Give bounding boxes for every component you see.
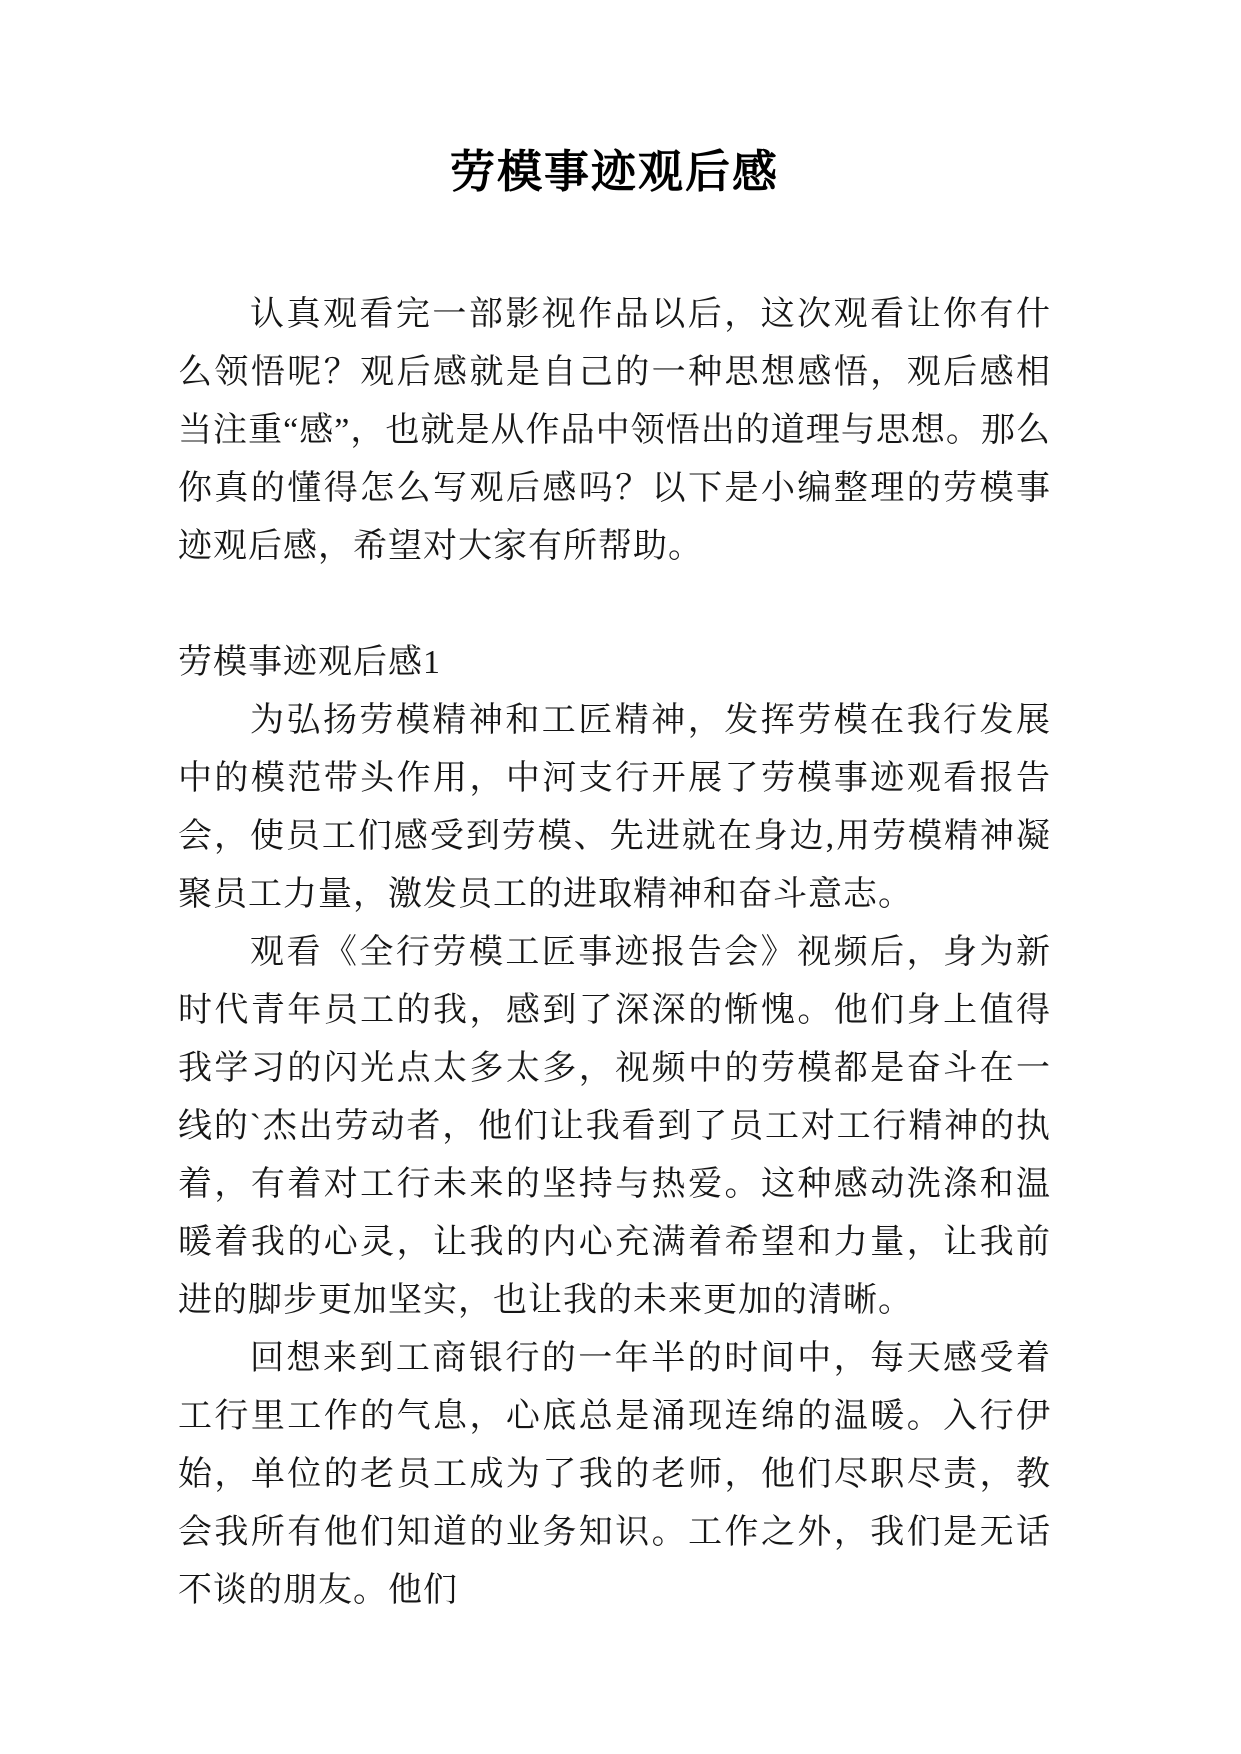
body-paragraph-1: 为弘扬劳模精神和工匠精神，发挥劳模在我行发展中的模范带头作用，中河支行开展了劳模事迹观看报告会，使员工们感受到劳模、先进就在身边,用劳模精神凝聚员工力量，激发员工的进取精神和奋斗意志。 (178, 702, 1051, 913)
body-paragraph-3: 回想来到工商银行的一年半的时间中，每天感受着工行里工作的气息，心底总是涌现连绵的温暖。入行伊始，单位的老员工成为了我的老师，他们尽职尽责，教会我所有他们知道的业务知识。工作之外，我们是无话不谈的朋友。他们 (178, 1340, 1051, 1609)
document-title: 劳模事迹观后感 (449, 147, 779, 197)
intro-paragraph: 认真观看完一部影视作品以后，这次观看让你有什么领悟呢？观后感就是自己的一种思想感悟，观后感相当注重“感”，也就是从作品中领悟出的道理与思想。那么你真的懂得怎么写观后感吗？以下是小编整理的劳模事迹观后感，希望对大家有所帮助。 (178, 296, 1051, 565)
section-heading: 劳模事迹观后感1 (178, 644, 441, 681)
body-paragraph-2: 观看《全行劳模工匠事迹报告会》视频后，身为新时代青年员工的我，感到了深深的惭愧。他们身上值得我学习的闪光点太多太多，视频中的劳模都是奋斗在一线的`杰出劳动者，他们让我看到了员工对工行精神的执着，有着对工行未来的坚持与热爱。这种感动洗涤和温暖着我的心灵，让我的内心充满着希望和力量，让我前进的脚步更加坚实，也让我的未来更加的清晰。 (178, 934, 1051, 1319)
